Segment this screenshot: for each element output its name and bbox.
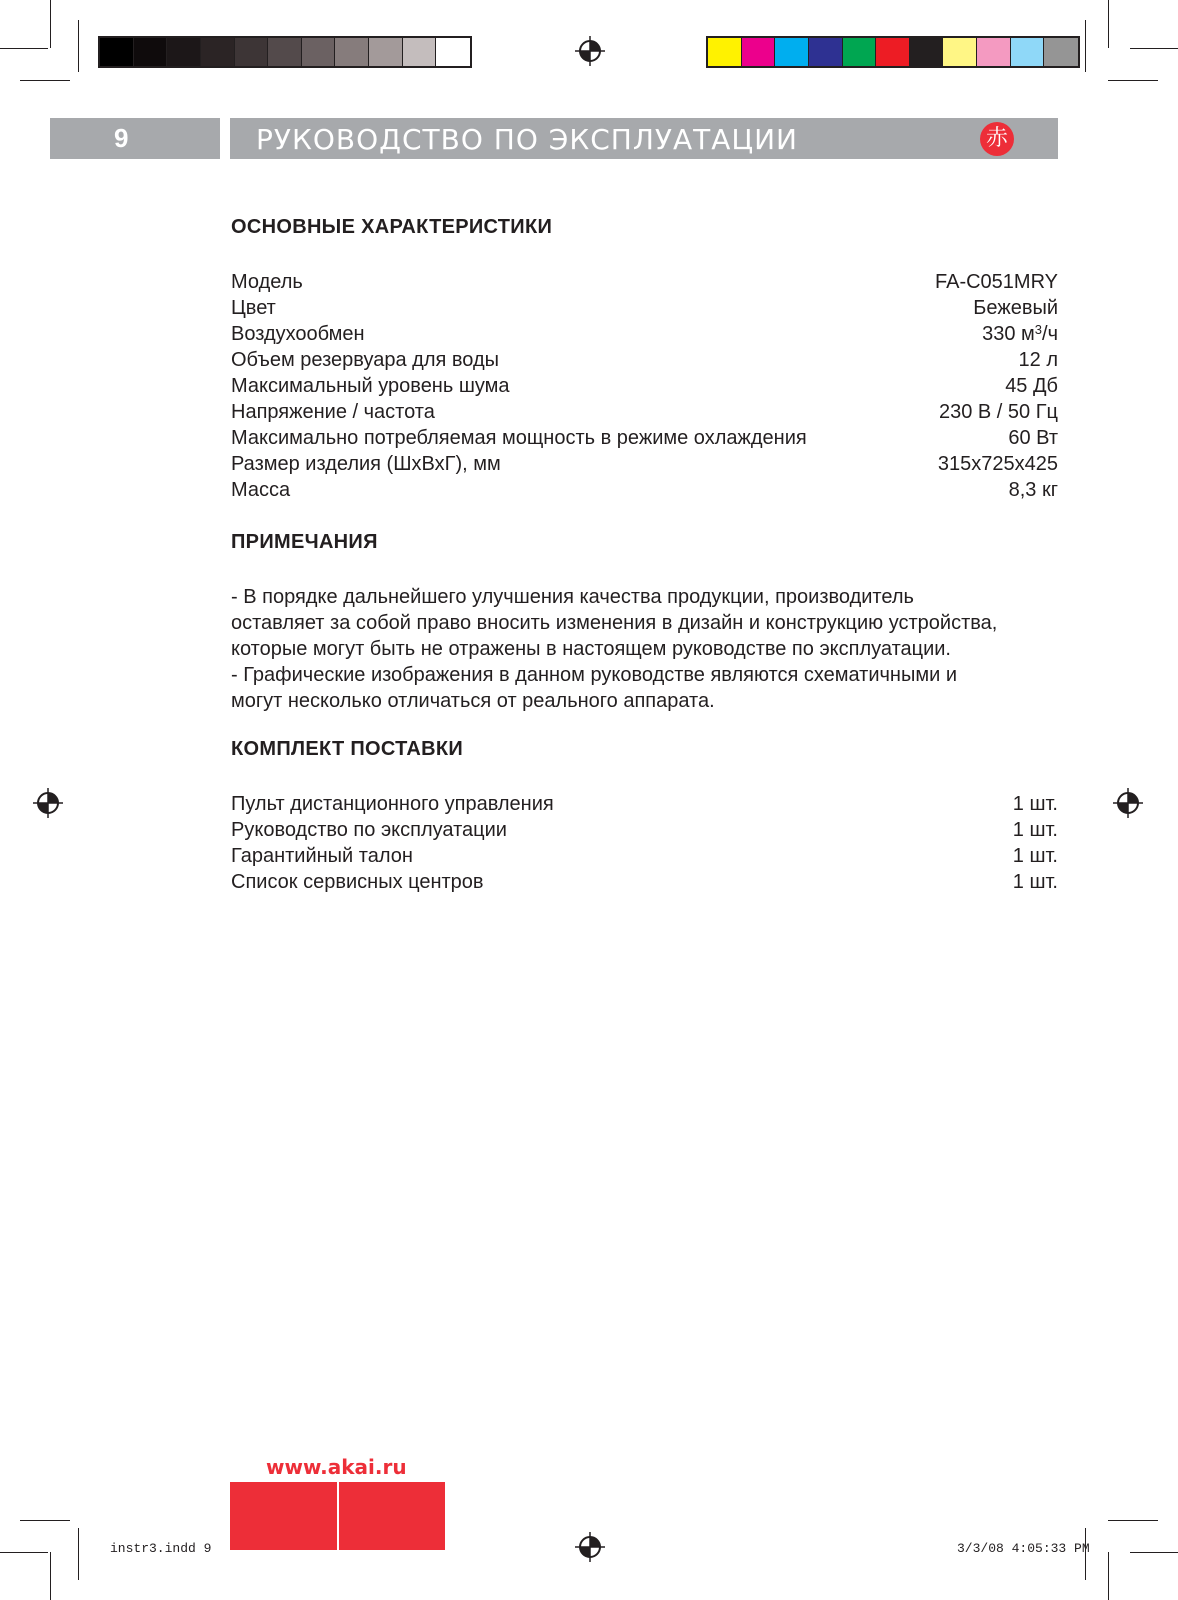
note-line: оставляет за собой право вносить изменения в дизайн и конструкцию устройства, [231, 612, 998, 634]
color-swatch [708, 38, 742, 66]
page-number-block [50, 118, 220, 159]
crop-mark [20, 1520, 70, 1521]
crop-mark [78, 1528, 79, 1580]
table-row [231, 817, 1058, 843]
color-swatch [943, 38, 977, 66]
crop-mark [1108, 0, 1109, 48]
footer-red-block [230, 1482, 337, 1550]
crop-mark [1108, 1520, 1158, 1521]
note-line: которые могут быть не отражены в настоящем руководстве по эксплуатации. [231, 638, 951, 660]
color-swatch [369, 38, 403, 66]
color-swatch [335, 38, 369, 66]
color-swatch [100, 38, 134, 66]
color-swatch [1044, 38, 1078, 66]
row-value: 1 шт. [1012, 845, 1058, 867]
package-section [231, 738, 1058, 895]
note-line: могут несколько отличаться от реального аппарата. [231, 690, 715, 712]
crop-mark [0, 48, 48, 49]
website-link[interactable]: www.akai.ru [266, 1455, 407, 1479]
crop-mark [1108, 80, 1158, 81]
row-value: 230 В / 50 Гц [938, 401, 1058, 423]
table-row [231, 451, 1058, 477]
table-row [231, 321, 1058, 347]
footer-red-block [339, 1482, 445, 1550]
row-value: 60 Вт [1008, 427, 1058, 449]
color-swatch [167, 38, 201, 66]
color-swatch [910, 38, 944, 66]
row-value: 1 шт. [1012, 819, 1058, 841]
color-swatch [1011, 38, 1045, 66]
page-title: РУКОВОДСТВО ПО ЭКСПЛУАТАЦИИ [256, 123, 798, 156]
table-row [231, 399, 1058, 425]
slug-file: instr3.indd 9 [110, 1541, 212, 1556]
row-label: Список сервисных центров [231, 871, 484, 893]
crop-mark [0, 1552, 48, 1553]
table-row [231, 347, 1058, 373]
color-swatch [436, 38, 470, 66]
gray-color-bar [98, 36, 472, 68]
row-label: Размер изделия (ШхВхГ), мм [231, 453, 501, 475]
row-label: Объем резервуара для воды [231, 349, 500, 371]
row-label: Пульт дистанционного управления [231, 793, 554, 815]
row-label: Руководство по эксплуатации [231, 819, 507, 841]
row-label: Воздухообмен [231, 323, 365, 345]
color-swatch [201, 38, 235, 66]
row-value: 315х725х425 [937, 453, 1058, 475]
specs-heading: ОСНОВНЫЕ ХАРАКТЕРИСТИКИ [231, 216, 553, 238]
row-label: Максимальный уровень шума [231, 375, 510, 397]
table-row [231, 869, 1058, 895]
crop-mark [1130, 1552, 1178, 1553]
registration-mark-icon [575, 1532, 605, 1562]
row-label: Масса [231, 479, 291, 501]
color-swatch [775, 38, 809, 66]
row-label: Максимально потребляемая мощность в режиме охлаждения [231, 427, 807, 449]
row-value: 12 л [1018, 349, 1058, 371]
row-label: Напряжение / частота [231, 401, 435, 423]
row-value: 1 шт. [1012, 793, 1058, 815]
page-number: 9 [114, 123, 129, 153]
header-title-block [230, 118, 1058, 159]
brand-logo-icon: 赤 [980, 122, 1014, 156]
package-table [231, 791, 1058, 895]
crop-mark [78, 20, 79, 72]
color-swatch [977, 38, 1011, 66]
crop-mark [1130, 48, 1178, 49]
table-row [231, 425, 1058, 451]
color-swatch [742, 38, 776, 66]
color-swatch [843, 38, 877, 66]
slug-date: 3/3/08 4:05:33 PM [957, 1541, 1090, 1556]
note-line: - Графические изображения в данном руководстве являются схематичными и [231, 664, 958, 686]
crop-mark [20, 80, 70, 81]
row-label: Гарантийный талон [231, 845, 413, 867]
color-swatch [302, 38, 336, 66]
crop-mark [1085, 20, 1086, 72]
package-heading: КОМПЛЕКТ ПОСТАВКИ [231, 738, 464, 760]
table-row [231, 477, 1058, 503]
crop-mark [50, 1552, 51, 1600]
color-swatch [268, 38, 302, 66]
row-label: Цвет [231, 297, 276, 319]
table-row [231, 843, 1058, 869]
table-row [231, 295, 1058, 321]
process-color-bar [706, 36, 1080, 68]
registration-mark-icon [1113, 788, 1143, 818]
color-swatch [809, 38, 843, 66]
color-swatch [876, 38, 910, 66]
superscript: 3 [1034, 322, 1043, 337]
row-value: 45 Дб [1005, 375, 1058, 397]
specs-table [231, 269, 1058, 503]
row-value: FA-C051MRY [934, 271, 1058, 293]
registration-mark-icon [575, 36, 605, 66]
notes-heading: ПРИМЕЧАНИЯ [231, 531, 378, 553]
row-value: 330 $м^3/ч$ [982, 322, 1058, 345]
row-value: 8,3 кг [1008, 479, 1058, 501]
specs-section [231, 216, 1058, 503]
row-value: 1 шт. [1012, 871, 1058, 893]
table-row [231, 791, 1058, 817]
note-line: - В порядке дальнейшего улучшения качества продукции, производитель [231, 586, 914, 608]
color-swatch [403, 38, 437, 66]
crop-mark [50, 0, 51, 48]
notes-section [231, 531, 1058, 714]
registration-mark-icon [33, 788, 63, 818]
table-row [231, 373, 1058, 399]
table-row [231, 269, 1058, 295]
color-swatch [134, 38, 168, 66]
row-value: Бежевый [973, 297, 1058, 319]
row-label: Модель [231, 271, 303, 293]
crop-mark [1108, 1552, 1109, 1600]
notes-text [231, 584, 1058, 714]
color-swatch [235, 38, 269, 66]
